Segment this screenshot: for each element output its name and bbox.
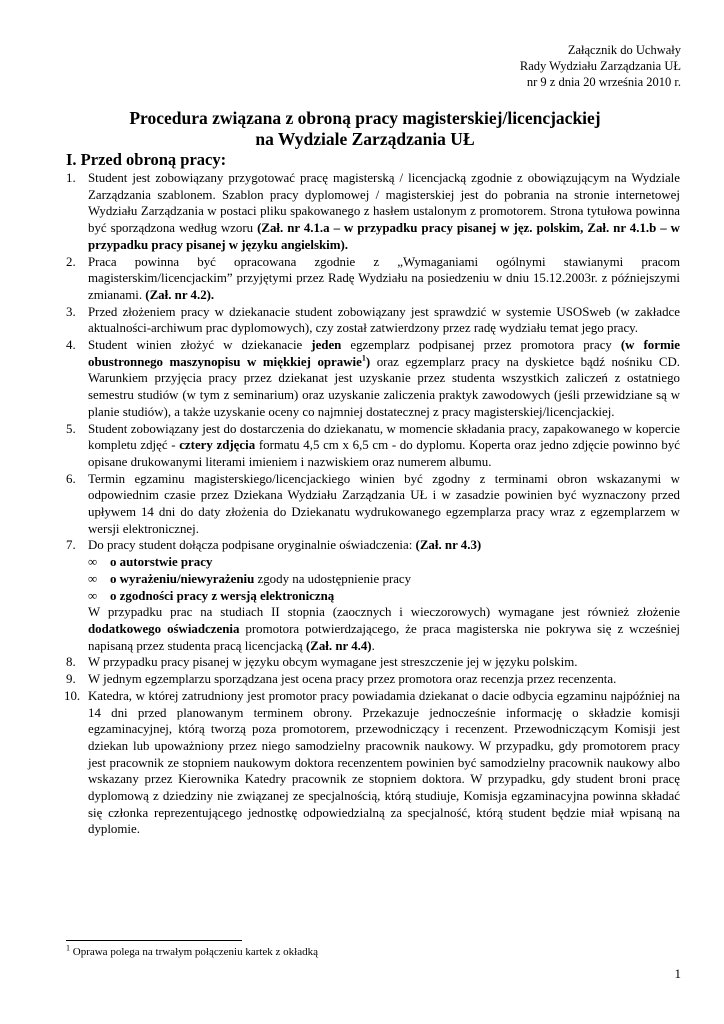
infinity-bullet-icon: ∞ (88, 588, 98, 603)
list-item (66, 671, 680, 688)
item-text: Praca powinna być opracowana zgodnie z „Wymaganiami ogólnymi stawianymi pracom magisterskim/licencjackim” przyjętymi przez Radę Wydziału na posiedzeniu w dniu 15.12.2003r. z późniejszymi zmianami. (88, 254, 680, 302)
declaration-item (88, 571, 680, 588)
item-bold-text: ) (365, 354, 371, 369)
item-text: Student zobowiązany jest do dostarczenia do dziekanatu, w momencie składania pracy, zapakowanego w kopercie kompletu zdjęć - (88, 421, 680, 453)
item-text: formatu 4,5 cm x 6,5 cm - do dyplomu. Koperta oraz jedno zdjęcie powinno być opisane drukowanymi literami imieniem i nazwiskiem oraz numerem albumu. (88, 438, 680, 469)
title-line-2: na Wydziale Zarządzania UŁ (255, 129, 475, 149)
item-text: Katedra, w której zatrudniony jest promotor pracy powiadamia dziekanat o dacie odbycia egzaminu najpóźniej na 14 dni przed planowanym terminem obrony. Przekazuje jednocześnie informację o składzie komisji egzaminacyjnej, którą tworzą poza promotorem, przewodniczący i recenzent. Przewodniczącym Komisji jest dziekan lub upoważniony przez niego samodzielny pracownik naukowy. W przypadku, gdy promotorem pracy jest pracownik ze stopniem naukowym doktora recenzentem powinien być samodzielny pracownik naukowy albo wskazany przez Kierownika Katedry pracownik ze stopniem doktora. W przypadku, gdy student broni pracę dyplomową z dziedziny nie związanej ze specjalnością, którą studiuje, Komisja egzaminacyjna powinna składać się członka reprezentującego jednostkę odpowiedzialną za specjalność, którą student będzie miał wpisaną na dyplomie. (88, 688, 680, 837)
list-item (66, 471, 680, 538)
item-text: Termin egzaminu magisterskiego/licencjackiego winien być zgodny z terminami obron wskazanymi w odpowiednim czasie przez Dziekana Wydziału Zarządzania UŁ i w zasadzie powinien być wyznaczony przed upływem 14 dni do daty złożenia do Dziekanatu wydrukowanego egzemplarza pracy wraz z egzemplarzem w wersji elektronicznej. (88, 471, 680, 536)
item-bold-text: jeden (311, 338, 342, 353)
item-bold-text: (Zał. nr 4.3) (415, 538, 482, 553)
footnote-text: Oprawa polega na trwałym połączeniu kartek z okładką (70, 946, 319, 958)
declarations-list (88, 554, 680, 604)
item-number: 9. (66, 672, 76, 687)
list-item (66, 170, 680, 254)
infinity-bullet-icon: ∞ (88, 571, 98, 586)
item-text: W przypadku prac na studiach II stopnia (zaocznych i wieczorowych) wymagane jest również złożenie (88, 605, 680, 620)
item-number: 2. (66, 254, 76, 269)
declaration-item (88, 554, 680, 571)
item-text: oraz egzemplarz pracy na dyskietce bądź nośniku CD. Warunkiem przyjęcia pracy przez dziekanat jest uzyskanie przez studenta wszystkich zaliczeń z ostatniego semestru studiów (w tym z seminarium) oraz uzyskanie zaliczenia praktyk zawodowych (jeśli przewidziane są w planie studiów), a także uzyskanie oceny co najmniej dostatecznej z pracy magisterskiej/licencjackiej. (88, 354, 681, 419)
header-line-2: Rady Wydziału Zarządzania UŁ (519, 59, 681, 73)
item-text: Przed złożeniem pracy w dziekanacie student zobowiązany jest sprawdzić w systemie USOSweb (w zakładce aktualności-archiwum prac dyplomowych), czy został zatwierdzony przez radę wydziału temat jego pracy. (88, 304, 680, 336)
item-bold-text: (Zał. nr 4.4) (305, 638, 372, 653)
item-number: 6. (66, 471, 76, 486)
item-paragraph (88, 604, 680, 654)
procedure-body (66, 170, 680, 838)
item-text: Student winien złożyć w dziekanacie (88, 338, 312, 353)
list-item (66, 304, 680, 337)
title-line-1: Procedura związana z obroną pracy magisterskiej/licencjackiej (129, 108, 601, 128)
declaration-text: o zgodności pracy z wersją elektroniczną (110, 588, 335, 603)
section-heading: I. Przed obroną pracy: (66, 150, 227, 169)
declaration-text: o wyrażeniu/niewyrażeniu (110, 571, 255, 586)
footnote-divider (66, 940, 242, 941)
item-text: . (371, 638, 375, 653)
item-number: 1. (66, 171, 76, 185)
footnote (66, 945, 318, 959)
list-item (66, 337, 680, 421)
item-text: Student jest zobowiązany przygotować pracę magisterską / licencjacką zgodnie z obowiązującym na Wydziale Zarządzania szablonem. Szablon pracy dyplomowej / magisterskiej jest do pobrania na stronie internetowej Wydziału Zarządzania w postaci pliku spakowanego z hasłem ustalonym z promotorem. Strona tytułowa powinna być sporządzona według wzoru (88, 171, 680, 236)
item-number: 3. (66, 304, 76, 319)
item-bold-text: (w formie obustronnego maszynopisu w miękkiej oprawie (88, 338, 680, 369)
document-title (60, 108, 670, 150)
item-text: promotora potwierdzającego, że praca magisterska nie pokrywa się z wcześniej napisaną przez studenta pracą licencjacką (88, 621, 680, 653)
infinity-bullet-icon: ∞ (88, 555, 98, 570)
list-item (66, 421, 680, 471)
header-line-3: nr 9 z dnia 20 września 2010 r. (526, 75, 681, 89)
item-bold-text: cztery zdjęcia (179, 438, 256, 453)
declaration-text: zgody na udostępnienie pracy (254, 571, 412, 586)
declaration-text: o autorstwie pracy (110, 555, 213, 570)
item-bold-text: (Zał. nr 4.2). (145, 287, 215, 302)
item-bold-text: (Zał. nr 4.1.a – w przypadku pracy pisanej w jęz. polskim, Zał. nr 4.1.b – w przypadku pracy pisanej w języku angielskim). (88, 221, 680, 252)
footnote-mark: 1 (66, 943, 70, 953)
item-bold-text: dodatkowego oświadczenia (88, 621, 240, 636)
item-number: 10. (64, 688, 81, 703)
list-item (66, 654, 680, 671)
declaration-item (88, 588, 680, 605)
item-text: egzemplarz podpisanej przez promotora pracy (341, 338, 621, 353)
list-item (66, 537, 680, 654)
footnote-reference: 1 (361, 353, 366, 363)
item-number: 8. (66, 655, 76, 670)
item-number: 5. (66, 421, 76, 436)
procedure-list (66, 170, 680, 838)
item-text: Do pracy student dołącza podpisane oryginalnie oświadczenia: (88, 538, 416, 553)
item-number: 4. (66, 338, 76, 353)
item-text: W jednym egzemplarzu sporządzana jest ocena pracy przez promotora oraz recenzja przez recenzenta. (88, 672, 617, 687)
page-number: 1 (674, 966, 681, 981)
attachment-header (520, 42, 681, 90)
item-number: 7. (66, 538, 76, 553)
list-item (66, 688, 680, 838)
item-text: W przypadku pracy pisanej w języku obcym wymagane jest streszczenie jej w języku polskim. (88, 655, 578, 670)
list-item (66, 254, 680, 304)
header-line-1: Załącznik do Uchwały (567, 43, 681, 57)
